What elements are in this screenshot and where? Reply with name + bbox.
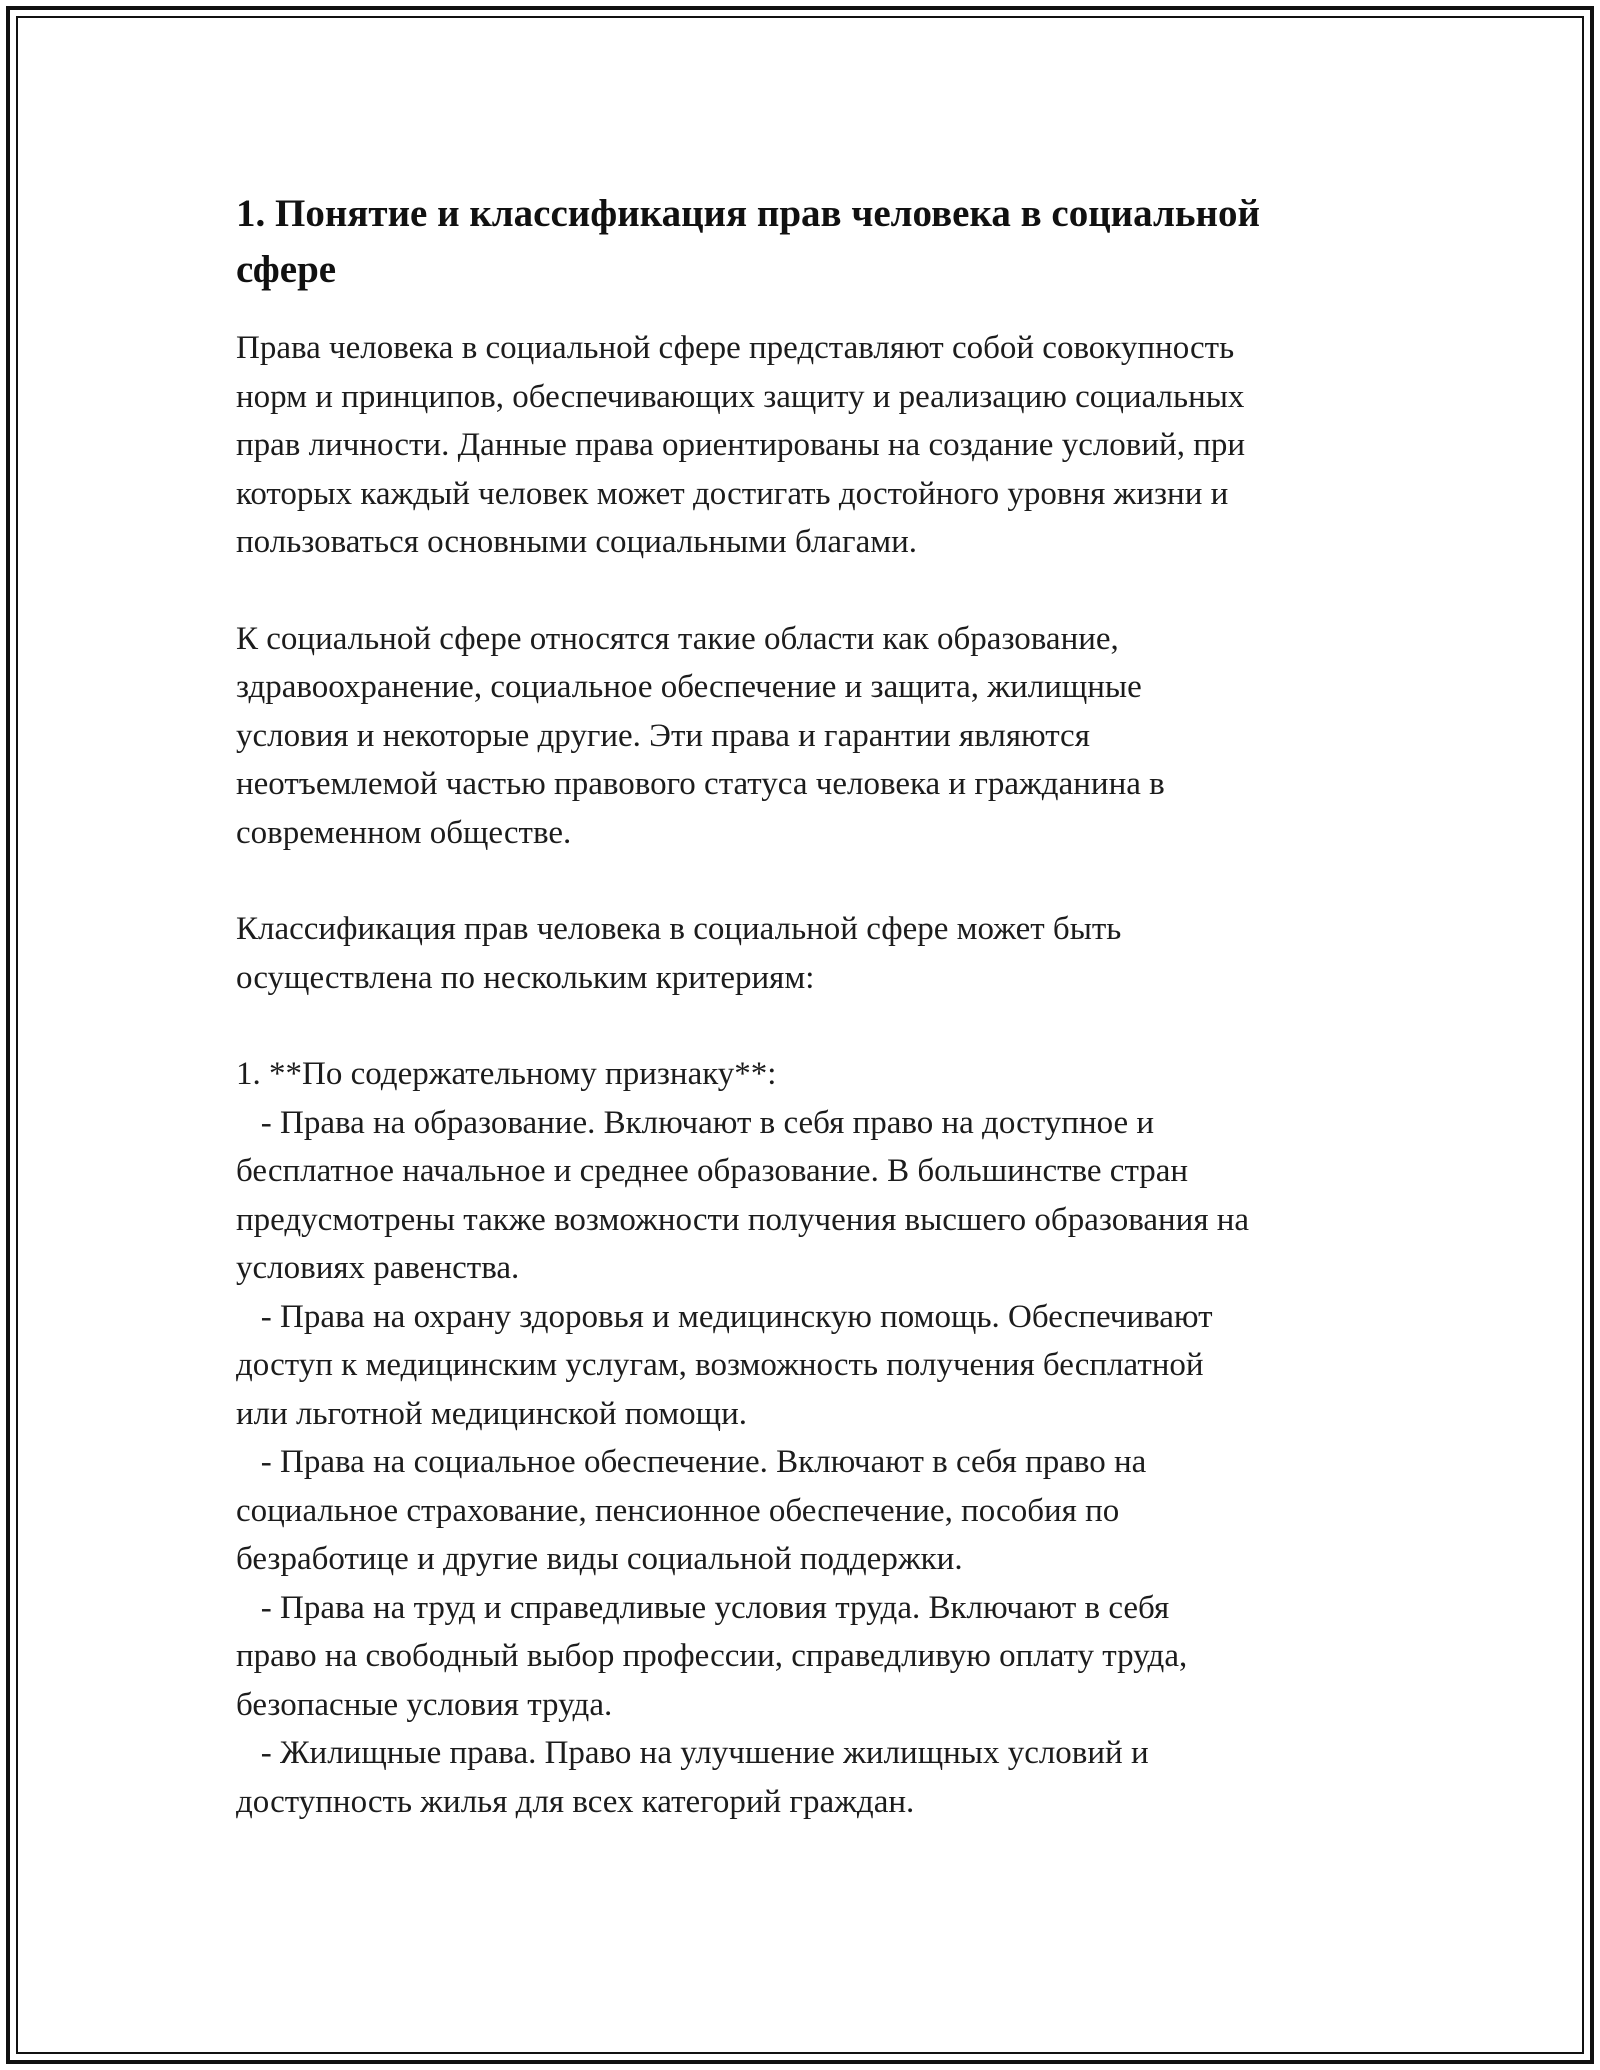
list-item-line: безопасные условия труда. (236, 1686, 613, 1723)
text-line: осуществлена по нескольким критериям: (236, 959, 815, 996)
list-item-line: бесплатное начальное и среднее образование. В большинстве стран (236, 1153, 1189, 1189)
list-item-heading: 1. **По содержательному признаку**: (236, 1056, 777, 1092)
list-item-line: безработице и другие виды социальной поддержки. (236, 1541, 963, 1577)
list-item-line: право на свободный выбор профессии, справедливую оплату труда, (236, 1638, 1188, 1674)
text-line: пользоваться основными социальными благами. (236, 524, 918, 560)
list-item-line: - Жилищные права. Право на улучшение жилищных условий и (236, 1735, 1149, 1771)
text-line: К социальной сфере относятся такие области как образование, (236, 620, 1119, 657)
section-heading (236, 186, 1386, 298)
heading-line: 1. Понятие и классификация прав человека в социальной (236, 192, 1260, 235)
list-item-line: или льготной медицинской помощи. (236, 1395, 748, 1432)
list-item-line: доступность жилья для всех категорий граждан. (236, 1783, 915, 1820)
classification-list (236, 1050, 1386, 1826)
text-line: прав личности. Данные права ориентированы на создание условий, при (236, 427, 1246, 463)
paragraph-definition (236, 324, 1386, 567)
text-line: здравоохранение, социальное обеспечение и защита, жилищные (236, 669, 1142, 705)
list-item-line: предусмотрены также возможности получения высшего образования на (236, 1201, 1250, 1238)
list-item-line: - Права на охрану здоровья и медицинскую помощь. Обеспечивают (236, 1298, 1213, 1335)
document-body (236, 186, 1386, 1826)
list-item-line: - Права на социальное обеспечение. Включают в себя право на (236, 1444, 1147, 1480)
list-item-line: - Права на образование. Включают в себя право на доступное и (236, 1104, 1155, 1141)
list-item-line: - Права на труд и справедливые условия труда. Включают в себя (236, 1589, 1170, 1626)
text-line: неотъемлемой частью правового статуса человека и гражданина в (236, 766, 1165, 802)
paragraph-classification-intro (236, 905, 1386, 1002)
list-item-line: социальное страхование, пенсионное обеспечение, пособия по (236, 1492, 1120, 1529)
text-line: которых каждый человек может достигать достойного уровня жизни и (236, 475, 1229, 512)
text-line: условия и некоторые другие. Эти права и гарантии являются (236, 717, 1090, 754)
list-item-line: условиях равенства. (236, 1250, 520, 1286)
list-item-line: доступ к медицинским услугам, возможность получения бесплатной (236, 1347, 1204, 1383)
text-line: современном обществе. (236, 814, 572, 851)
text-line: Классификация прав человека в социальной сфере может быть (236, 911, 1122, 947)
paragraph-social-sphere (236, 615, 1386, 858)
text-line: Права человека в социальной сфере представляют собой совокупность (236, 330, 1235, 366)
text-line: норм и принципов, обеспечивающих защиту и реализацию социальных (236, 378, 1245, 415)
heading-line: сфере (236, 248, 337, 291)
